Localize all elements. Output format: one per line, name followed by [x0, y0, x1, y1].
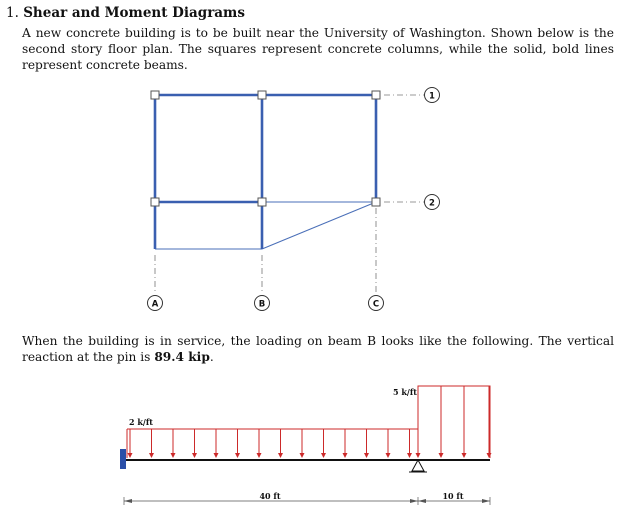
load-arrows — [128, 386, 492, 458]
dim-arrow-1 — [124, 499, 132, 503]
load-outline — [127, 386, 490, 458]
load-arrowhead-17 — [487, 453, 492, 458]
load-arrowhead-14 — [416, 453, 421, 458]
grid-label-c: C — [372, 299, 380, 310]
grid-label-a: A — [151, 299, 159, 310]
grid-bubbles — [148, 88, 440, 311]
column-b2 — [258, 198, 266, 206]
load-label-right: 5 k/ft — [393, 387, 417, 397]
column-c2 — [372, 198, 380, 206]
load-arrowhead-12 — [386, 453, 391, 458]
problem-number: 1. — [6, 5, 19, 21]
thin-beam-diagonal — [262, 202, 376, 249]
column-a2 — [151, 198, 159, 206]
pin-support — [412, 460, 424, 471]
load-arrowhead-5 — [235, 453, 240, 458]
dim-arrow-4 — [482, 499, 490, 503]
load-arrowhead-1 — [149, 453, 154, 458]
distributed-loads — [127, 386, 490, 458]
load-arrowhead-3 — [192, 453, 197, 458]
grid-label-1: 1 — [429, 91, 435, 102]
load-arrowhead-16 — [462, 453, 467, 458]
bold-beams — [155, 95, 376, 249]
problem-title: Shear and Moment Diagrams — [23, 5, 245, 21]
load-arrowhead-7 — [278, 453, 283, 458]
reaction-value: 89.4 kip — [154, 350, 210, 364]
dimension-lines — [124, 497, 490, 505]
load-arrowhead-2 — [171, 453, 176, 458]
intro-paragraph: A new concrete building is to be built near the University of Washington. Shown below is the second story floor plan. The squares represent concrete columns, while the solid, bold lines represent concrete beams. — [22, 26, 614, 72]
load-arrowhead-8 — [300, 453, 305, 458]
grid-label-2: 2 — [429, 198, 435, 209]
load-arrowhead-11 — [364, 453, 369, 458]
span-label-right: 10 ft — [442, 491, 464, 501]
columns — [151, 91, 380, 206]
load-arrowhead-15 — [439, 453, 444, 458]
column-c1 — [372, 91, 380, 99]
load-arrowhead-9 — [321, 453, 326, 458]
load-arrowhead-13 — [407, 453, 412, 458]
load-arrowhead-6 — [257, 453, 262, 458]
loading-text: When the building is in service, the loading on beam B looks like the following. The vertical reaction at the pin is — [22, 334, 614, 364]
column-b1 — [258, 91, 266, 99]
span-label-left: 40 ft — [259, 491, 281, 501]
fixed-wall-support — [120, 449, 126, 469]
load-label-left: 2 k/ft — [129, 417, 153, 427]
grid-lines — [155, 95, 424, 292]
load-arrowhead-4 — [214, 453, 219, 458]
load-arrowhead-10 — [343, 453, 348, 458]
grid-label-b: B — [258, 299, 266, 310]
loading-text-end: . — [209, 350, 214, 364]
column-a1 — [151, 91, 159, 99]
dim-arrow-2 — [410, 499, 418, 503]
dim-arrow-3 — [418, 499, 426, 503]
load-arrowhead-0 — [128, 453, 133, 458]
